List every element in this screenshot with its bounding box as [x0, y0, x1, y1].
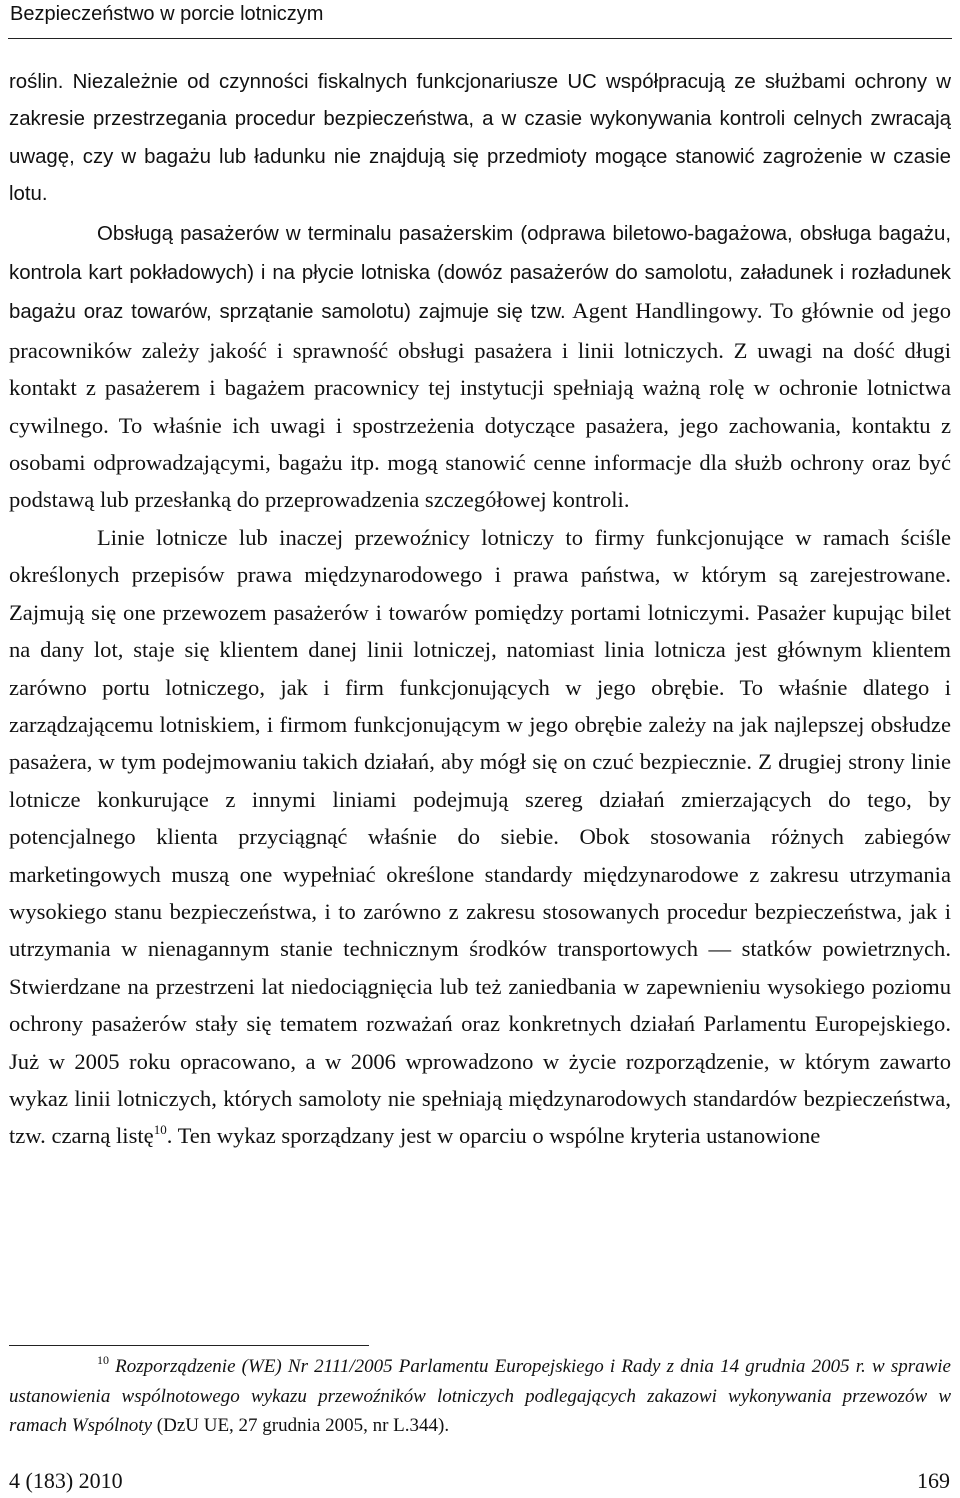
footnote-plain-text: (DzU UE, 27 grudnia 2005, nr L.344).: [152, 1415, 450, 1436]
paragraph-1: roślin. Niezależnie od czynności fiskalnych funkcjonariusze UC współpracują ze służbami ochrony w zakresie przestrzegania procedur bezpieczeństwa, a w czasie wykonywania kontroli celnych zwracają uwagę, czy w bagażu lub ładunku nie znajdują się przedmioty mogące stanowić zagrożenie w czasie lotu.: [9, 71, 951, 206]
footnote-italic-text: Rozporządzenie (WE) Nr 2111/2005 Parlamentu Europejskiego i Rady z dnia 14 grudnia 2005 r. w sprawie ustanowienia wspólnotowego wykazu przewoźników lotniczych podlegających zakazowi wykonywania przewozów w ramach Wspólnoty: [9, 1356, 951, 1436]
page-number: 169: [917, 1468, 950, 1493]
paragraph-2: [9, 214, 951, 519]
page-footer: [9, 1466, 950, 1496]
paragraph-2-continuation: Agent Handlingowy. To głównie od jego pracowników zależy jakość i sprawność obsługi pasażera i linii lotniczych. Z uwagi na dość długi kontakt z pasażerem i bagażem pracownicy tej instytucji spełniają ważną rolę w ochronie lotnictwa cywilnego. To właśnie ich uwagi i spostrzeżenia dotyczące pasażera, jego zachowania, kontaktu z osobami odprowadzającymi, bagażu itp. mogą stanowić cenne informacje dla służb ochrony oraz być podstawą lub przesłanką do przeprowadzenia szczegółowej kontroli.: [9, 298, 952, 513]
paragraph-3-text: Linie lotnicze lub inaczej przewoźnicy lotniczy to firmy funkcjonujące w ramach ściśle określonych przepisów prawa międzynarodowego i prawa państwa, w którym są zarejestrowane. Zajmują się one przewozem pasażerów i towarów pomiędzy portami lotniczymi. Pasażer kupując bilet na dany lot, staje się klientem danej linii lotniczej, natomiast linia lotnicza jest głównym klientem zarówno portu lotniczego, jak i firm funkcjonujących w jego obrębie. To właśnie dlatego i zarządzającemu lotniskiem, i firmom funkcjonującym w jego obrębie zależy na jak najlepszej obsłudze pasażera, w tym podejmowaniu takich działań, aby mógł się on czuć bezpiecznie. Z drugiej strony linie lotnicze konkurujące z innymi liniami podejmują szereg działań zmierzających do tego, by potencjalnego klienta przyciągnąć właśnie do siebie. Obok stosowania różnych zabiegów marketingowych muszą one wypełniać określone standardy międzynarodowe z zakresu utrzymania wysokiego stanu bezpieczeństwa, i to zarówno z zakresu stosowanych procedur bezpieczeństwa, jak i utrzymania w nienagannym stanie technicznym środków transportowych — statków powietrznych. Stwierdzane na przestrzeni lat niedociągnięcia lub też zaniedbania w zapewnieniu wysokiego poziomu ochrony pasażerów stały się tematem rozważań oraz konkretnych działań Parlamentu Europejskiego. Już w 2005 roku opracowano, a w 2006 wprowadzono w życie rozporządzenie, w którym zawarto wykaz linii lotniczych, których samoloty nie spełniają międzynarodowych standardów bezpieczeństwa, tzw. czarną listę: [9, 524, 951, 1149]
running-header: [8, 0, 952, 39]
running-title: Bezpieczeństwo w porcie lotniczym: [10, 3, 324, 25]
paragraph-3-tail: . Ten wykaz sporządzany jest w oparciu o wspólne kryteria ustanowione: [166, 1123, 821, 1149]
paragraph-2-text: Obsługą pasażerów w terminalu pasażerskim (odprawa biletowo-bagażowa, obsługa bagażu, kontrola kart pokładowych) i na płycie lotniska (dowóz pasażerów do samolotu, załadunek i rozładunek bagażu oraz towarów, sprzątanie samolotu) zajmuje się tzw.: [9, 222, 951, 324]
paragraph-3: [9, 519, 951, 1155]
issue-label: 4 (183) 2010: [9, 1468, 123, 1493]
footnote-separator: [9, 1345, 369, 1346]
footnote-ref[interactable]: 10: [153, 1122, 167, 1138]
body-text: [9, 64, 951, 1155]
footnote: $^{10}$ Rozporządzenie (WE) Nr 2111/2005 Parlamentu Europejskiego i Rady z dnia 14 grudnia 2005 r. w sprawie ustanowienia wspólnotowego wykazu przewoźników lotniczych podlegających zakazowi wykonywania przewozów w ramach Wspólnoty (DzU UE, 27 grudnia 2005, nr L.344).: [9, 1353, 951, 1436]
